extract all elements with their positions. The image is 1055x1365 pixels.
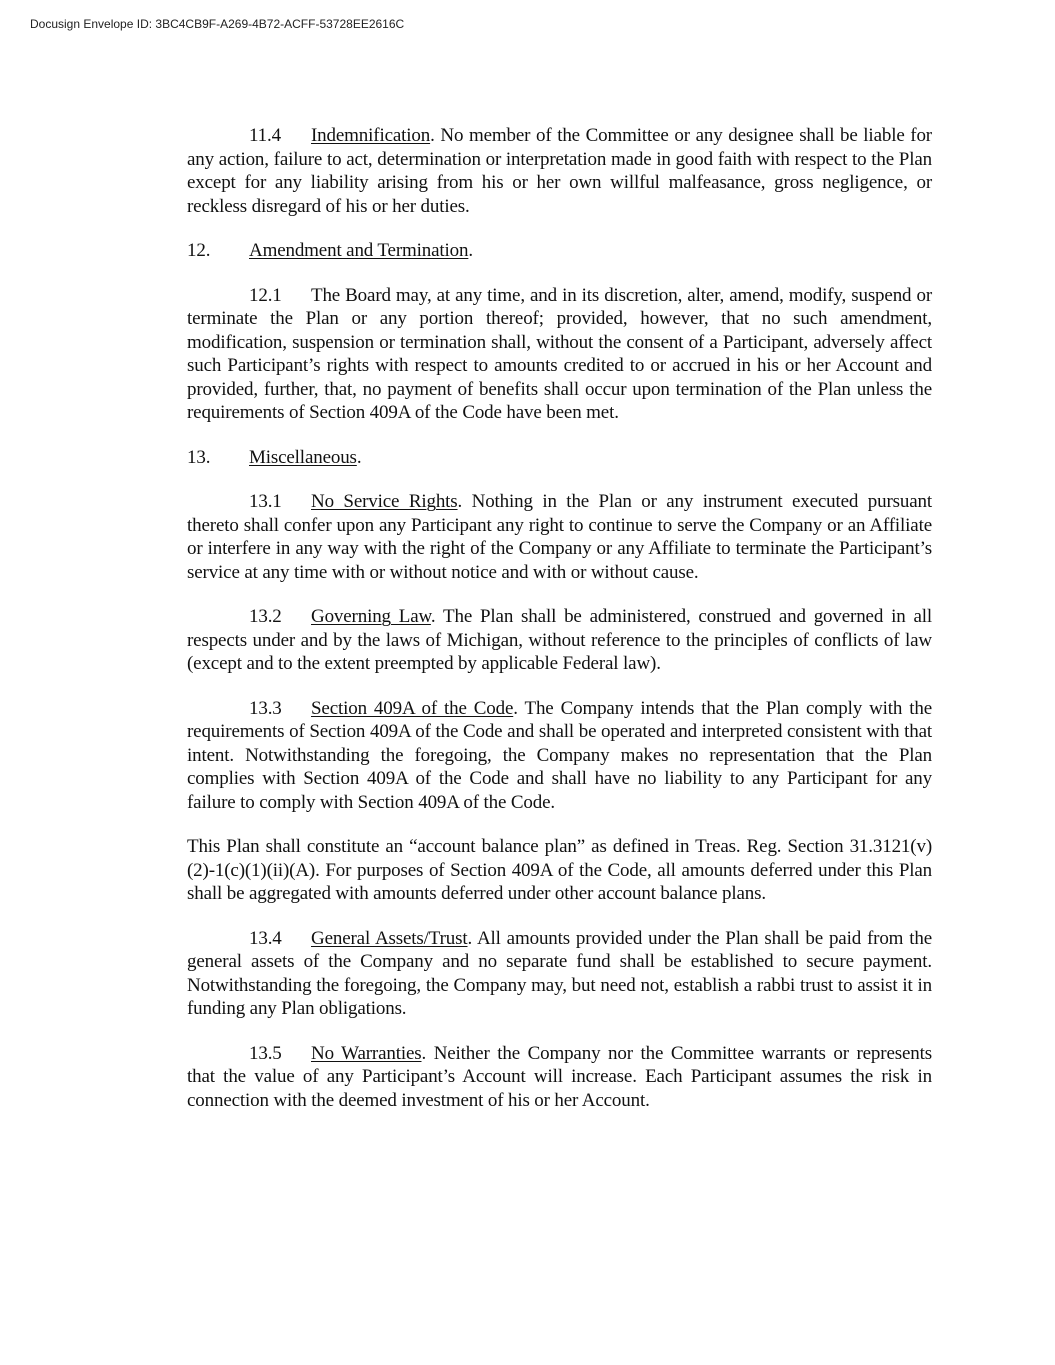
section-13-4 (187, 927, 932, 1021)
section-number: 13.3 (249, 697, 282, 719)
section-title: Indemnification (311, 125, 431, 146)
section-number: 13. (187, 446, 211, 468)
section-number: 13.2 (249, 606, 282, 627)
section-title: General Assets/Trust (311, 927, 468, 949)
section-title: Governing Law (311, 606, 431, 627)
section-text: . Neither the Company nor the Committee warrants or represents that the value of any Participant’s Account will increase. Each Participant assumes the risk in connection with the deemed investment of his or her Account. (187, 1042, 932, 1111)
section-text: . Nothing in the Plan or any instrument executed pursuant thereto shall confer upon any Participant any right to continue to serve the Company or an Affiliate or interfere in any way with the right of the Company or any Affiliate to terminate the Participant’s service at any time with or without notice and with or without cause. (187, 491, 932, 583)
section-number: 13.5 (249, 1042, 282, 1064)
section-number: 13.4 (249, 927, 282, 949)
section-12-heading (187, 239, 932, 263)
section-number: 12. (187, 240, 211, 261)
section-13-heading (187, 446, 932, 470)
section-title: No Warranties (311, 1042, 422, 1064)
section-title: No Service Rights (311, 491, 458, 512)
section-suffix: . (356, 446, 362, 468)
section-text: . All amounts provided under the Plan shall be paid from the general assets of the Company and no separate fund shall be established to secure payment. Notwithstanding the foregoing, the Company may, but need not, establish a rabbi trust to assist it in funding any Plan obligations. (187, 927, 932, 1019)
section-number: 11.4 (249, 125, 281, 146)
section-title: Amendment and Termination (249, 240, 469, 261)
section-13-1 (187, 490, 932, 584)
section-text: . The Plan shall be administered, construed and governed in all respects under and by the laws of Michigan, without reference to the principles of conflicts of law (except and to the extent preempted by applicable Federal law). (187, 606, 932, 674)
section-12-1 (187, 284, 932, 425)
section-text: . The Company intends that the Plan comply with the requirements of Section 409A of the Code and shall be operated and interpreted consistent with that intent. Notwithstanding the foregoing, the Company makes no representation that the Plan complies with Section 409A of the Code and shall have no liability to any Participant for any failure to comply with Section 409A of the Code. (187, 697, 932, 813)
section-title: Miscellaneous (249, 446, 357, 468)
section-title: Section 409A of the Code (311, 697, 514, 719)
section-13-3 (187, 697, 932, 815)
section-suffix: . (468, 240, 473, 261)
section-number: 12.1 (249, 284, 282, 306)
section-13-5 (187, 1042, 932, 1113)
section-13-2 (187, 605, 932, 676)
section-13-3-continuation (187, 835, 932, 906)
section-number: 13.1 (249, 491, 282, 512)
section-text: This Plan shall constitute an “account balance plan” as defined in Treas. Reg. Section 31.3121(v)(2)-1(c)(1)(ii)(A). For purposes of Section 409A of the Code, all amounts deferred under this Plan shall be aggregated with amounts deferred under other account balance plans. (187, 836, 932, 904)
section-text: The Board may, at any time, and in its discretion, alter, amend, modify, suspend or terminate the Plan or any portion thereof; provided, however, that no such amendment, modification, suspension or termination shall, without the consent of a Participant, adversely affect such Participant’s rights with respect to amounts credited to or accrued in his or her Account and provided, further, that, no payment of benefits shall occur upon termination of the Plan unless the requirements of Section 409A of the Code have been met. (187, 284, 932, 423)
section-text: . No member of the Committee or any designee shall be liable for any action, failure to act, determination or interpretation made in good faith with respect to the Plan except for any liability arising from his or her own willful malfeasance, gross negligence, or reckless disregard of his or her duties. (187, 125, 932, 217)
section-11-4 (187, 124, 932, 218)
document-body (187, 124, 932, 1133)
envelope-id: Docusign Envelope ID: 3BC4CB9F-A269-4B72-ACFF-53728EE2616C (30, 17, 405, 31)
